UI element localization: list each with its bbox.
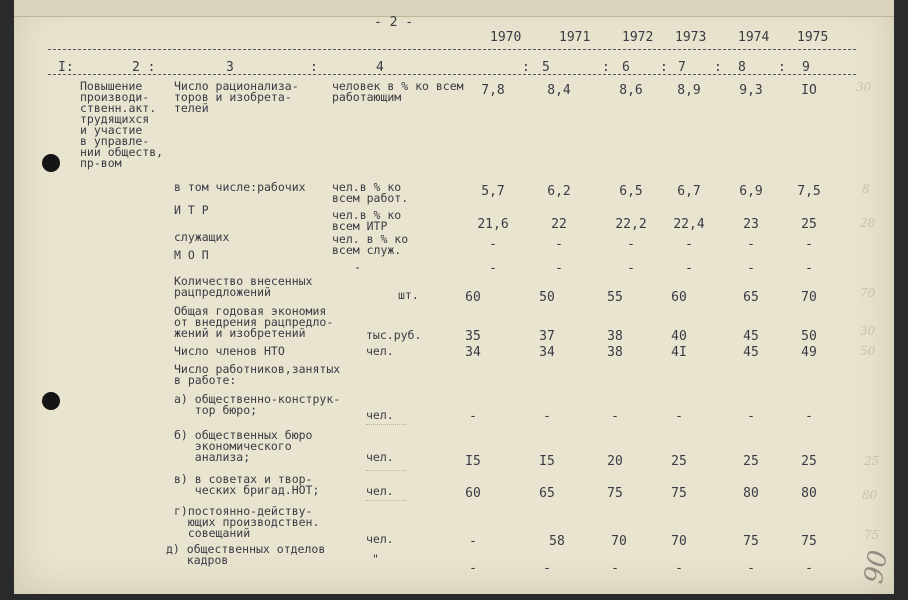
col-num-3: 3 xyxy=(226,60,234,75)
row-indicator: б) общественных бюро экономического анализа; xyxy=(174,428,313,464)
pencil-note: 28 xyxy=(860,216,876,230)
value-1975: - xyxy=(805,561,813,576)
value-1973: - xyxy=(675,409,683,424)
value-1973: 4I xyxy=(671,345,687,360)
row-unit: чел. xyxy=(366,484,394,498)
value-1974: 65 xyxy=(743,290,759,305)
value-1971: 6,2 xyxy=(547,184,571,199)
pencil-note: 70 xyxy=(860,286,876,300)
value-1975: 75 xyxy=(801,534,817,549)
year-1974: 1974 xyxy=(738,30,770,45)
value-1972: - xyxy=(611,561,619,576)
row-unit: шт. xyxy=(398,288,419,302)
row-indicator: г)постоянно-действу- ющих производствен. совещаний xyxy=(174,504,320,540)
value-1975: 25 xyxy=(801,454,817,469)
pencil-note: 50 xyxy=(860,344,876,358)
col-sep: : xyxy=(310,60,318,75)
value-1973: 40 xyxy=(671,329,687,344)
value-1973: 70 xyxy=(671,534,687,549)
col-num-5: 5 xyxy=(542,60,550,75)
col-sep: : xyxy=(522,60,530,75)
row-unit: чел. xyxy=(366,344,394,358)
value-1970: 35 xyxy=(465,329,481,344)
value-1972: 55 xyxy=(607,290,623,305)
binder-hole xyxy=(42,392,60,410)
value-1973: 6,7 xyxy=(677,184,701,199)
value-1974: 9,3 xyxy=(739,83,763,98)
row-indicator: Количество внесенных рацпредложений xyxy=(174,274,313,299)
value-1970: - xyxy=(469,561,477,576)
value-1974: 45 xyxy=(743,345,759,360)
value-1970: 60 xyxy=(465,486,481,501)
pencil-note: 8 xyxy=(862,182,870,196)
value-1970: - xyxy=(489,237,497,252)
value-1975: 50 xyxy=(801,329,817,344)
col-num-9: 9 xyxy=(802,60,810,75)
year-1971: 1971 xyxy=(559,30,591,45)
col-num-8: 8 xyxy=(738,60,746,75)
value-1974: 25 xyxy=(743,454,759,469)
value-1971: 58 xyxy=(549,534,565,549)
value-1975: 70 xyxy=(801,290,817,305)
value-1972: 22,2 xyxy=(615,217,647,232)
guide-line xyxy=(366,424,406,425)
value-1975: IO xyxy=(801,83,817,98)
row-indicator: а) общественно-конструк- тор бюро; xyxy=(174,392,341,417)
value-1970: - xyxy=(489,261,497,276)
value-1973: 8,9 xyxy=(677,83,701,98)
value-1975: - xyxy=(805,237,813,252)
guide-line xyxy=(366,470,406,471)
guide-line xyxy=(366,500,406,501)
row-unit: - xyxy=(354,260,361,274)
value-1974: - xyxy=(747,409,755,424)
value-1973: 25 xyxy=(671,454,687,469)
col-sep: : xyxy=(602,60,610,75)
value-1971: - xyxy=(555,237,563,252)
value-1975: 25 xyxy=(801,217,817,232)
value-1974: 80 xyxy=(743,486,759,501)
value-1971: - xyxy=(555,261,563,276)
value-1970: 60 xyxy=(465,290,481,305)
value-1973: 22,4 xyxy=(673,217,705,232)
col-sep: : xyxy=(714,60,722,75)
pencil-note: 80 xyxy=(862,488,878,502)
year-1975: 1975 xyxy=(797,30,829,45)
value-1971: 37 xyxy=(539,329,555,344)
section-label: Повышение производи- ственн.акт. трудящихся и участие в управле- нии обществ, пр-вом xyxy=(80,79,164,170)
row-unit: " xyxy=(372,552,379,566)
row-unit: тыс.руб. xyxy=(366,328,422,342)
value-1972: 20 xyxy=(607,454,623,469)
pencil-note: 30 xyxy=(856,80,872,94)
value-1971: 50 xyxy=(539,290,555,305)
page-number: - 2 - xyxy=(374,15,414,30)
value-1971: - xyxy=(543,561,551,576)
row-indicator: в том числе:рабочих xyxy=(174,180,306,194)
header-rule-top xyxy=(48,49,856,50)
year-1970: 1970 xyxy=(490,30,522,45)
value-1972: 75 xyxy=(607,486,623,501)
value-1970: - xyxy=(469,409,477,424)
value-1970: - xyxy=(469,534,477,549)
value-1971: 8,4 xyxy=(547,83,571,98)
value-1973: - xyxy=(675,561,683,576)
value-1971: I5 xyxy=(539,454,555,469)
value-1970: 5,7 xyxy=(481,184,505,199)
value-1974: - xyxy=(747,561,755,576)
row-unit: человек в % ко всем работающим xyxy=(332,79,464,104)
row-indicator: в) в советах и твор- ческих бригад.НОТ; xyxy=(174,472,320,497)
value-1970: 21,6 xyxy=(477,217,509,232)
value-1972: 6,5 xyxy=(619,184,643,199)
row-unit: чел.в % ко всем работ. xyxy=(332,180,409,205)
year-1973: 1973 xyxy=(675,30,707,45)
value-1974: 23 xyxy=(743,217,759,232)
value-1975: 7,5 xyxy=(797,184,821,199)
value-1971: 65 xyxy=(539,486,555,501)
pencil-note: 75 xyxy=(864,528,880,542)
value-1971: 34 xyxy=(539,345,555,360)
value-1970: I5 xyxy=(465,454,481,469)
handwritten-page-number: 90 xyxy=(858,548,895,586)
value-1972: 70 xyxy=(611,534,627,549)
row-indicator: служащих xyxy=(174,230,230,244)
row-indicator: М О П xyxy=(174,248,209,262)
binder-hole xyxy=(42,154,60,172)
value-1974: - xyxy=(747,261,755,276)
row-indicator: И Т Р xyxy=(174,203,209,217)
row-unit: чел.в % ко всем ИТР xyxy=(332,208,402,233)
row-indicator: д) общественных отделов кадров xyxy=(166,542,326,567)
col-sep: : xyxy=(660,60,668,75)
value-1972: 38 xyxy=(607,345,623,360)
value-1972: 8,6 xyxy=(619,83,643,98)
value-1972: - xyxy=(627,261,635,276)
value-1973: - xyxy=(685,261,693,276)
page-top-edge xyxy=(14,0,894,17)
document-page xyxy=(14,0,894,594)
value-1975: 80 xyxy=(801,486,817,501)
row-unit: чел. xyxy=(366,450,394,464)
value-1970: 7,8 xyxy=(481,83,505,98)
col-num-7: 7 xyxy=(678,60,686,75)
year-1972: 1972 xyxy=(622,30,654,45)
value-1973: 60 xyxy=(671,290,687,305)
value-1971: 22 xyxy=(551,217,567,232)
col-sep: : xyxy=(778,60,786,75)
row-indicator: Число работников,занятых в работе: xyxy=(174,362,341,387)
value-1975: - xyxy=(805,261,813,276)
row-unit: чел. xyxy=(366,408,394,422)
col-num-6: 6 xyxy=(622,60,630,75)
col-num-2: 2 : xyxy=(132,60,156,75)
row-indicator: Общая годовая экономия от внедрения рацпредло- жений и изобретений xyxy=(174,304,334,340)
pencil-note: 30 xyxy=(860,324,876,338)
value-1973: 75 xyxy=(671,486,687,501)
pencil-note: 25 xyxy=(864,454,880,468)
value-1973: - xyxy=(685,237,693,252)
header-rule-bottom xyxy=(48,74,856,75)
value-1974: - xyxy=(747,237,755,252)
value-1974: 6,9 xyxy=(739,184,763,199)
value-1972: - xyxy=(627,237,635,252)
value-1975: - xyxy=(805,409,813,424)
value-1974: 75 xyxy=(743,534,759,549)
value-1972: 38 xyxy=(607,329,623,344)
col-num-1: I: xyxy=(58,60,74,75)
value-1971: - xyxy=(543,409,551,424)
row-unit: чел. xyxy=(366,532,394,546)
value-1975: 49 xyxy=(801,345,817,360)
value-1974: 45 xyxy=(743,329,759,344)
row-indicator: Число членов НТО xyxy=(174,344,285,358)
row-unit: чел. в % ко всем служ. xyxy=(332,232,409,257)
value-1972: - xyxy=(611,409,619,424)
row-indicator: Число рационализа- торов и изобрета- телей xyxy=(174,79,299,115)
col-num-4: 4 xyxy=(376,60,384,75)
value-1970: 34 xyxy=(465,345,481,360)
